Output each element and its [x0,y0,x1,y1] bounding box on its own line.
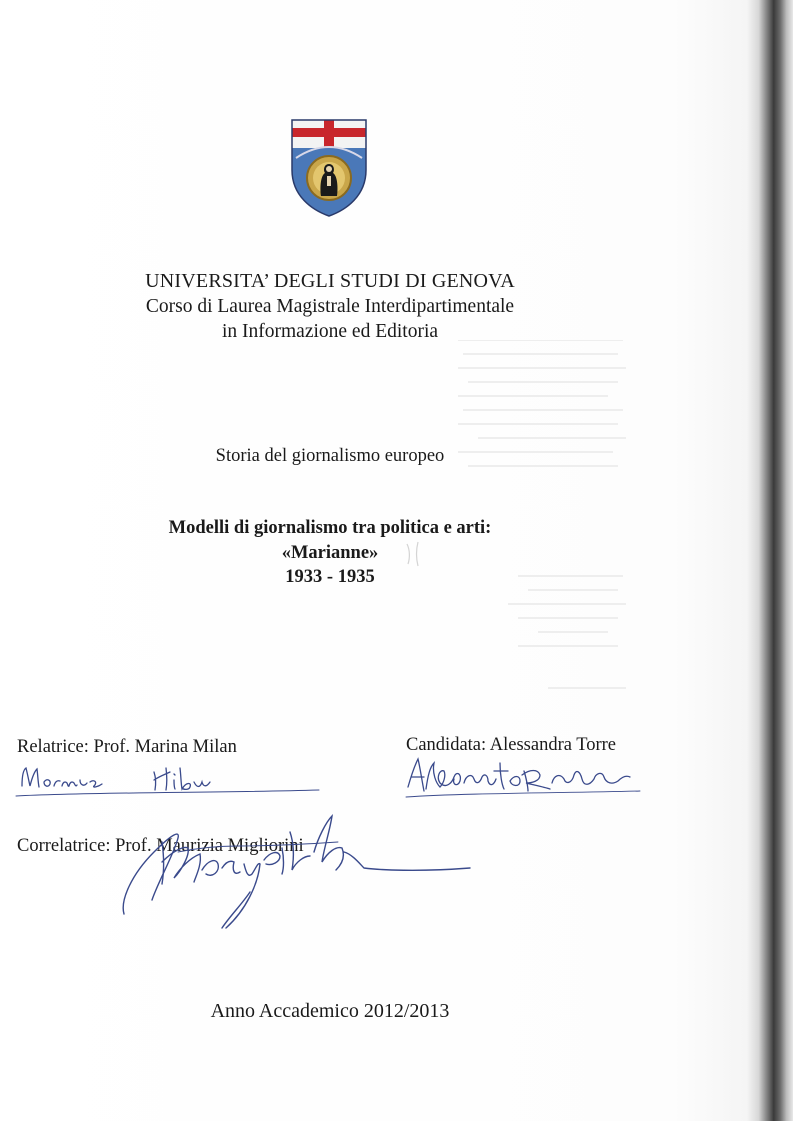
course-name: Corso di Laurea Magistrale Interdipartimentale [145,296,515,317]
subject-title: Storia del giornalismo europeo [215,446,445,466]
candidata-label: Candidata: Alessandra Torre [406,735,617,755]
correlatrice-label: Correlatrice: Prof. Maurizia Migliorini [17,836,304,856]
university-name: UNIVERSITA’ DEGLI STUDI DI GENOVA [145,270,515,292]
scan-spine-shadow [747,0,793,1121]
academic-year: Anno Accademico 2012/2013 [210,1000,450,1022]
thesis-title-line2: «Marianne» [281,543,379,563]
program-name: in Informazione ed Editoria [221,321,439,342]
thesis-title-line3: 1933 - 1935 [285,567,375,587]
candidata-signature [404,753,644,803]
relatrice-label: Relatrice: Prof. Marina Milan [17,737,237,757]
correlatrice-signature [118,812,478,932]
thesis-title-line1: Modelli di giornalismo tra politica e arti: [168,518,492,538]
relatrice-signature [14,762,324,802]
university-crest-logo [290,118,368,218]
pencil-mark [404,540,434,570]
